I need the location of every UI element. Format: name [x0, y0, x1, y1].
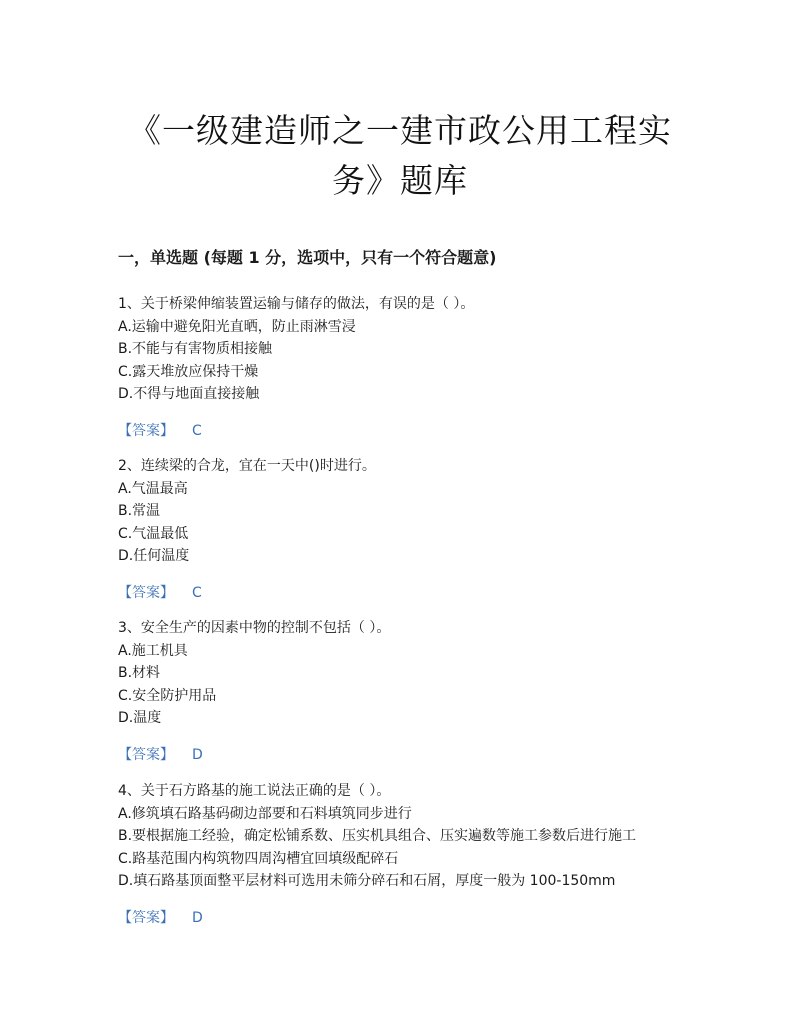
option-c: C.气温最低	[118, 525, 189, 542]
answer-value: C	[192, 422, 202, 439]
option-b: B.要根据施工经验，确定松铺系数、压实机具组合、压实遍数等施工参数后进行施工	[118, 828, 637, 844]
answer-label: 【答案】	[118, 422, 174, 439]
option-c: C.路基范围内构筑物四周沟槽宜回填级配碎石	[118, 850, 399, 867]
answer-row	[118, 907, 718, 929]
option-d: D.温度	[118, 710, 162, 726]
option-c: C.安全防护用品	[118, 687, 217, 704]
answer-value: C	[192, 584, 202, 601]
answer-value: D	[192, 746, 203, 763]
option-a: A.修筑填石路基码砌边部要和石料填筑同步进行	[118, 805, 412, 822]
answer-row	[118, 744, 718, 766]
question-stem: 1、关于桥梁伸缩装置运输与储存的做法，有误的是（ ）。	[118, 296, 475, 312]
question-1	[118, 293, 718, 442]
option-a: A.运输中避免阳光直晒，防止雨淋雪浸	[118, 318, 356, 335]
answer-value: D	[192, 909, 203, 926]
document-title	[120, 106, 680, 206]
option-c: C.露天堆放应保持干燥	[118, 363, 259, 380]
option-d: D.填石路基顶面整平层材料可选用未筛分碎石和石屑，厚度一般为 100-150mm	[118, 873, 616, 889]
question-stem: 3、安全生产的因素中物的控制不包括（ ）。	[118, 620, 391, 636]
option-d: D.不得与地面直接接触	[118, 386, 260, 402]
answer-row	[118, 582, 718, 604]
question-2	[118, 455, 718, 604]
option-a: A.气温最高	[118, 480, 188, 497]
answer-label: 【答案】	[118, 909, 174, 926]
option-b: B.常温	[118, 503, 161, 519]
option-d: D.任何温度	[118, 548, 190, 564]
section-heading: 一，单选题 (每题 1 分，选项中，只有一个符合题意)	[118, 248, 497, 267]
option-a: A.施工机具	[118, 642, 188, 659]
answer-label: 【答案】	[118, 746, 174, 763]
question-3	[118, 617, 718, 766]
answer-row	[118, 420, 718, 442]
option-b: B.不能与有害物质相接触	[118, 341, 273, 357]
question-stem: 4、关于石方路基的施工说法正确的是（ ）。	[118, 783, 391, 799]
question-4	[118, 780, 718, 929]
title-line-1: 《一级建造师之一建市政公用工程实	[128, 111, 672, 150]
title-line-2: 务》题库	[332, 161, 468, 200]
answer-label: 【答案】	[118, 584, 174, 601]
question-stem: 2、连续梁的合龙，宜在一天中()时进行。	[118, 458, 376, 474]
option-b: B.材料	[118, 665, 161, 681]
